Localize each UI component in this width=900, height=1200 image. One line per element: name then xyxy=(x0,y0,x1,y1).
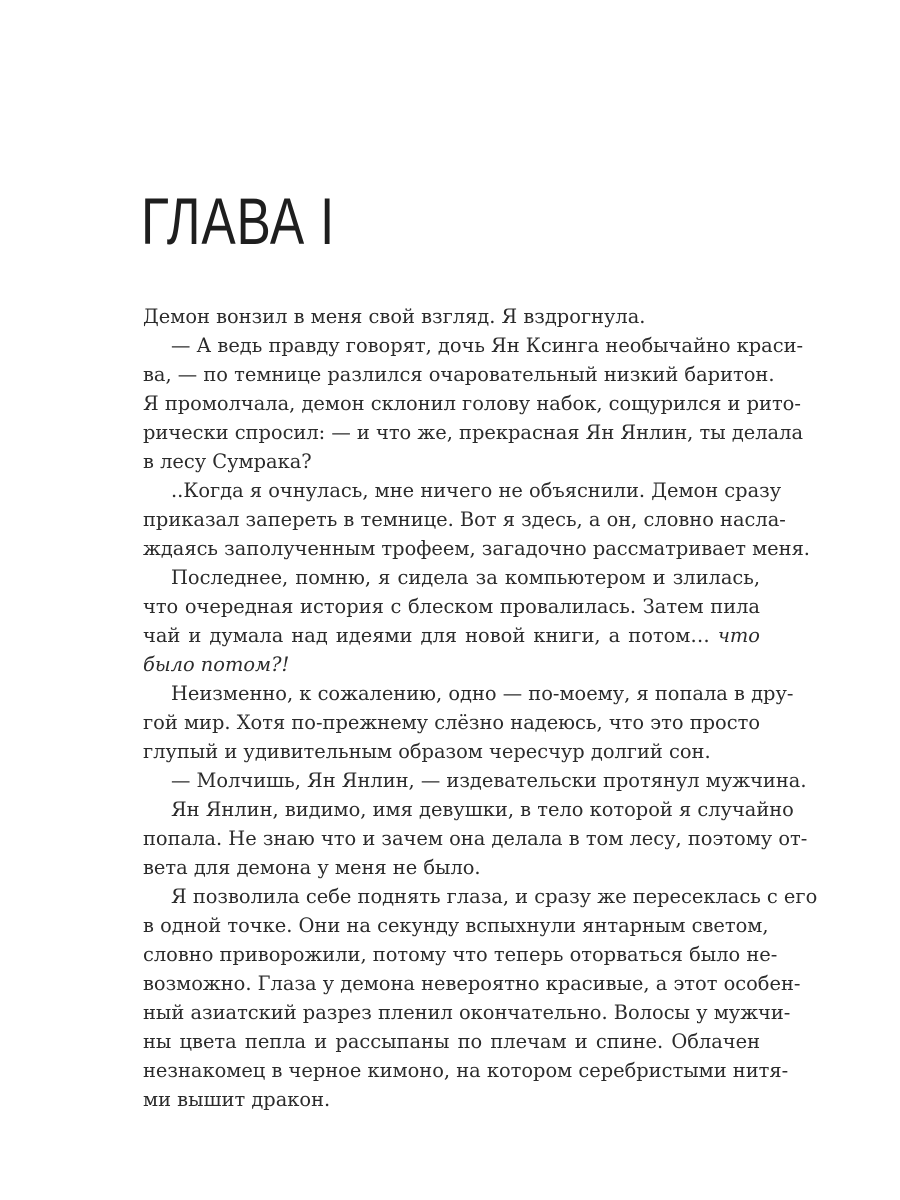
text-line: рически спросил: — и что же, прекрасная Ян Янлин, ты делала xyxy=(143,421,804,444)
text-line: было потом?! xyxy=(143,653,290,676)
text-line: глупый и удивительным образом чересчур долгий сон. xyxy=(143,740,711,763)
text-line: возможно. Глаза у демона невероятно красивые, а этот особен- xyxy=(143,972,801,995)
text-line: Я позволила себе поднять глаза, и сразу же пересеклась с его xyxy=(171,885,818,908)
text-line: ва, — по темнице разлился очаровательный низкий баритон. xyxy=(143,363,775,386)
text-line: Я промолчала, демон склонил голову набок, сощурился и рито- xyxy=(143,392,801,415)
text-line: — Молчишь, Ян Янлин, — издевательски протянул мужчина. xyxy=(171,769,807,792)
text-line-roman: чай и думала над идеями для новой книги, а потом… xyxy=(143,624,710,647)
text-line: ждаясь заполученным трофеем, загадочно рассматривает меня. xyxy=(143,537,810,560)
text-line: приказал запереть в темнице. Вот я здесь, а он, словно насла- xyxy=(143,508,786,531)
text-line xyxy=(143,621,760,650)
text-line: ны цвета пепла и рассыпаны по плечам и спине. Облачен xyxy=(143,1030,760,1053)
text-line: гой мир. Хотя по-прежнему слёзно надеюсь, что это просто xyxy=(143,711,760,734)
chapter-title: ГЛАВА I xyxy=(141,184,336,258)
text-line: что очередная история с блеском провалилась. Затем пила xyxy=(143,595,760,618)
text-line: вета для демона у меня не было. xyxy=(143,856,481,879)
text-line: Последнее, помню, я сидела за компьютером и злилась, xyxy=(171,566,760,589)
text-line: попала. Не знаю что и зачем она делала в том лесу, поэтому от- xyxy=(143,827,808,850)
text-line: ми вышит дракон. xyxy=(143,1088,331,1111)
chapter-text xyxy=(143,302,818,1114)
text-line: Демон вонзил в меня свой взгляд. Я вздрогнула. xyxy=(143,305,646,328)
text-line: словно приворожили, потому что теперь оторваться было не- xyxy=(143,943,778,966)
text-line: ..Когда я очнулась, мне ничего не объяснили. Демон сразу xyxy=(171,479,782,502)
text-line: незнакомец в черное кимоно, на котором серебристыми нитя- xyxy=(143,1059,789,1082)
text-line: Ян Янлин, видимо, имя девушки, в тело которой я случайно xyxy=(171,798,794,821)
text-line: в лесу Сумрака? xyxy=(143,450,312,473)
text-line: — А ведь правду говорят, дочь Ян Ксинга необычайно краси- xyxy=(171,334,804,357)
text-line: в одной точке. Они на секунду вспыхнули янтарным светом, xyxy=(143,914,769,937)
text-line: ный азиатский разрез пленил окончательно. Волосы у мужчи- xyxy=(143,1001,791,1024)
text-line-italic: что xyxy=(717,624,760,647)
text-line: Неизменно, к сожалению, одно — по-моему, я попала в дру- xyxy=(171,682,794,705)
